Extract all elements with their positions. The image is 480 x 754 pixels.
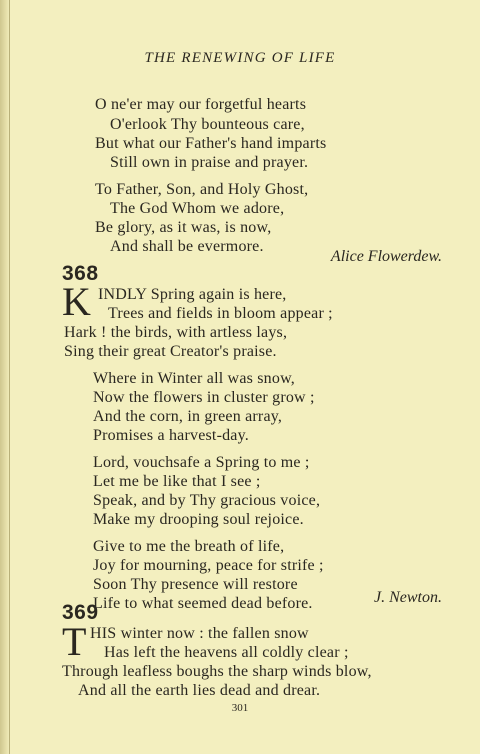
- verse-line: And shall be evermore.: [110, 238, 264, 255]
- hymn-number: 369: [62, 601, 99, 624]
- author-attribution: Alice Flowerdew.: [330, 248, 442, 265]
- verse-line: The God Whom we adore,: [110, 200, 285, 217]
- hymn-number: 368: [62, 262, 99, 285]
- verse-line: Life to what seemed dead before.: [93, 595, 313, 612]
- verse-line: Trees and fields in bloom appear ;: [108, 305, 333, 322]
- verse-line: Through leafless boughs the sharp winds blow,: [62, 663, 372, 680]
- verse-line: And all the earth lies dead and drear.: [78, 682, 321, 699]
- verse-line: Now the flowers in cluster grow ;: [93, 389, 315, 406]
- page-number: 301: [231, 702, 249, 714]
- verse-line: Let me be like that I see ;: [93, 473, 261, 490]
- verse-line: And the corn, in green array,: [93, 408, 283, 425]
- verse-line: O ne'er may our forgetful hearts: [95, 96, 307, 113]
- verse-line: Has left the heavens all coldly clear ;: [104, 644, 349, 661]
- verse-line: O'erlook Thy bounteous care,: [110, 116, 305, 133]
- author-attribution: J. Newton.: [374, 589, 442, 606]
- drop-cap: T: [62, 619, 87, 664]
- verse-line: Where in Winter all was snow,: [93, 370, 295, 387]
- verse-line: Be glory, as it was, is now,: [95, 219, 272, 236]
- gutter-edge: [9, 0, 10, 754]
- verse-line: Make my drooping soul rejoice.: [93, 511, 304, 528]
- verse-line: To Father, Son, and Holy Ghost,: [95, 181, 309, 198]
- verse-line: Soon Thy presence will restore: [93, 576, 298, 593]
- verse-line: But what our Father's hand imparts: [95, 135, 327, 152]
- verse-line: Lord, vouchsafe a Spring to me ;: [93, 454, 310, 471]
- verse-line: INDLY Spring again is here,: [98, 286, 287, 303]
- verse-line: Hark ! the birds, with artless lays,: [64, 324, 288, 341]
- verse-line: HIS winter now : the fallen snow: [90, 625, 309, 642]
- running-head: THE RENEWING OF LIFE: [144, 50, 336, 66]
- verse-line: Sing their great Creator's praise.: [64, 343, 277, 360]
- verse-line: Joy for mourning, peace for strife ;: [93, 557, 324, 574]
- drop-cap: K: [62, 279, 91, 324]
- verse-line: Give to me the breath of life,: [93, 538, 285, 555]
- verse-line: Still own in praise and prayer.: [110, 154, 309, 171]
- verse-line: Speak, and by Thy gracious voice,: [93, 492, 321, 509]
- verse-line: Promises a harvest-day.: [93, 427, 249, 444]
